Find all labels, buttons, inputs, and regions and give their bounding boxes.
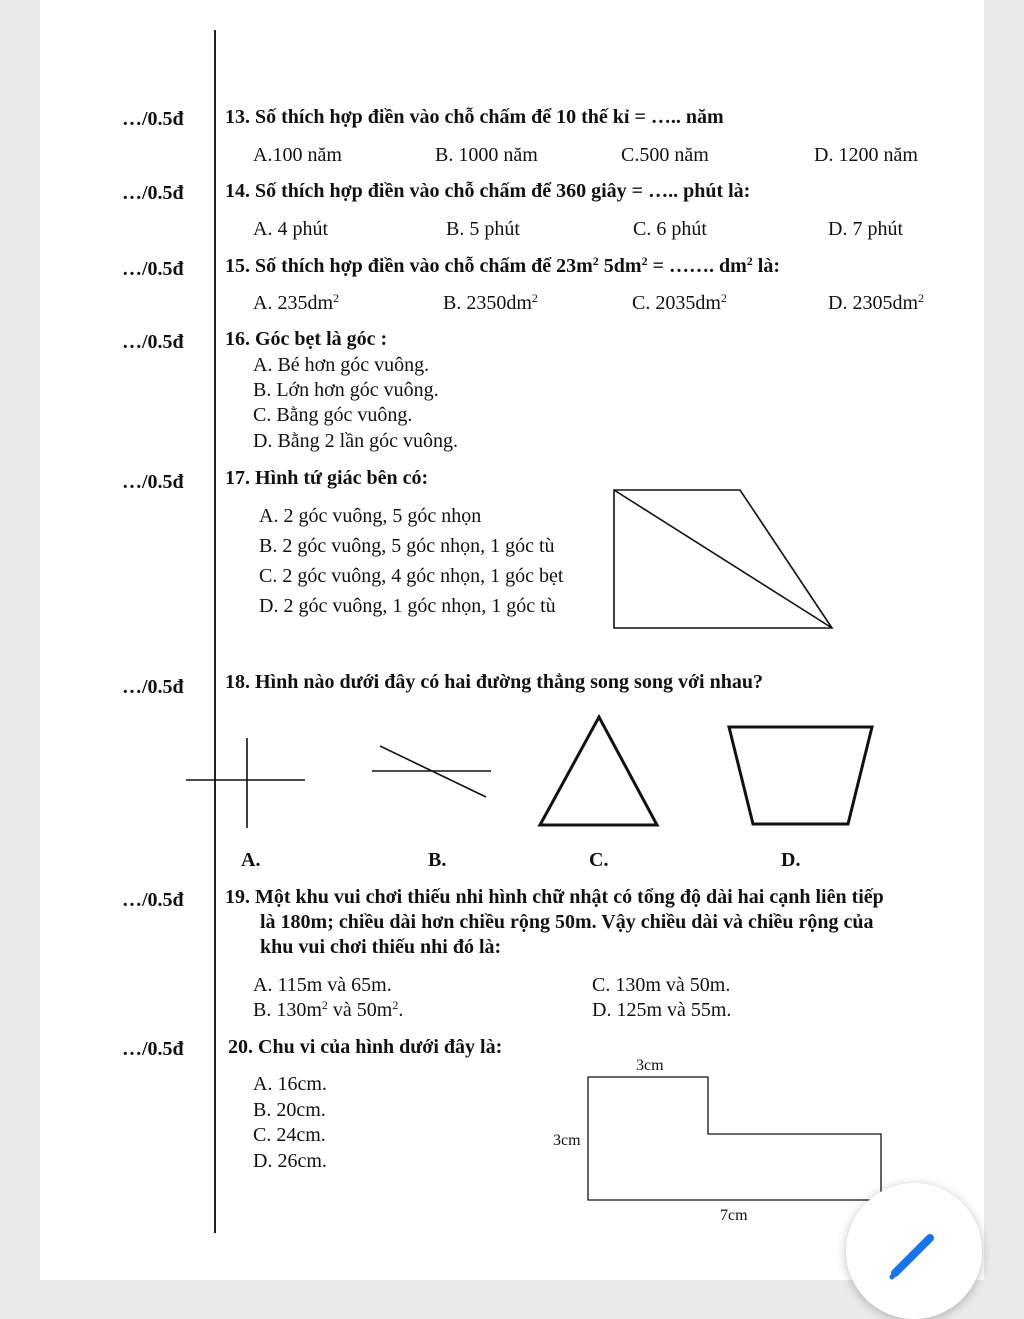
q15-option-b: B. $2350dm^2$ bbox=[443, 291, 538, 314]
pencil-icon bbox=[886, 1227, 942, 1283]
q14-option-b: B. 5 phút bbox=[446, 218, 520, 240]
q17-title: 17. Hình tứ giác bên có: bbox=[225, 467, 429, 489]
q16-option-b: B. Lớn hơn góc vuông. bbox=[253, 379, 439, 401]
q14-text: 14. Số thích hợp điền vào chỗ chấm để 360 giây = ….. phút là: bbox=[225, 180, 751, 202]
q13-option-d: D. 1200 năm bbox=[814, 144, 918, 166]
score-label: …/0.5đ bbox=[122, 889, 184, 911]
q17-option-c: C. 2 góc vuông, 4 góc nhọn, 1 góc bẹt bbox=[259, 565, 564, 587]
q17-option-d: D. 2 góc vuông, 1 góc nhọn, 1 góc tù bbox=[259, 595, 556, 617]
q18-label-b: B. bbox=[428, 849, 447, 871]
q20-l-shape-figure bbox=[40, 0, 984, 1280]
q20-title: 20. Chu vi của hình dưới đây là: bbox=[228, 1036, 503, 1058]
q14-option-d: D. 7 phút bbox=[828, 218, 903, 240]
q20-option-c: C. 24cm. bbox=[253, 1124, 326, 1146]
q19-text-line2: là 180m; chiều dài hơn chiều rộng 50m. Vậy chiều dài và chiều rộng của bbox=[260, 911, 874, 933]
q19-option-b: B. $130m^2$ và $50m^2$. bbox=[253, 998, 404, 1021]
q19-text-line1: 19. Một khu vui chơi thiếu nhi hình chữ nhật có tổng độ dài hai cạnh liên tiếp bbox=[225, 886, 884, 908]
q19-option-c: C. 130m và 50m. bbox=[592, 974, 731, 996]
q14-option-a: A. 4 phút bbox=[253, 218, 328, 240]
score-label: …/0.5đ bbox=[122, 1038, 184, 1060]
score-label: …/0.5đ bbox=[122, 182, 184, 204]
q16-option-a: A. Bé hơn góc vuông. bbox=[253, 354, 430, 376]
q18-label-a: A. bbox=[241, 849, 261, 871]
q13-option-c: C.500 năm bbox=[621, 144, 709, 166]
q17-option-a: A. 2 góc vuông, 5 góc nhọn bbox=[259, 505, 482, 527]
q20-dim-top: 3cm bbox=[636, 1057, 664, 1074]
q16-option-c: C. Bằng góc vuông. bbox=[253, 404, 413, 426]
q15-option-a: A. $235dm^2$ bbox=[253, 291, 339, 314]
q16-option-d: D. Bằng 2 lần góc vuông. bbox=[253, 430, 458, 452]
q15-option-d: D. $2305dm^2$ bbox=[828, 291, 924, 314]
q13-option-a: A.100 năm bbox=[253, 144, 342, 166]
q20-option-b: B. 20cm. bbox=[253, 1099, 326, 1121]
q18-label-d: D. bbox=[781, 849, 801, 871]
q18-label-c: C. bbox=[589, 849, 609, 871]
q14-option-c: C. 6 phút bbox=[633, 218, 707, 240]
edit-fab-button[interactable] bbox=[846, 1183, 982, 1319]
score-label: …/0.5đ bbox=[122, 471, 184, 493]
score-label: …/0.5đ bbox=[122, 676, 184, 698]
q20-option-a: A. 16cm. bbox=[253, 1073, 327, 1095]
q20-option-d: D. 26cm. bbox=[253, 1150, 327, 1172]
score-label: …/0.5đ bbox=[122, 331, 184, 353]
document-page bbox=[40, 0, 984, 1280]
q17-option-b: B. 2 góc vuông, 5 góc nhọn, 1 góc tù bbox=[259, 535, 555, 557]
score-label: …/0.5đ bbox=[122, 108, 184, 130]
q15-option-c: C. $2035dm^2$ bbox=[632, 291, 727, 314]
q13-text: 13. Số thích hợp điền vào chỗ chấm để 10 thế kỉ = ….. năm bbox=[225, 106, 724, 128]
q19-text-line3: khu vui chơi thiếu nhi đó là: bbox=[260, 936, 502, 958]
q15-text: 15. Số thích hợp điền vào chỗ chấm để $23m^2$ $5dm^2$ = ……. $dm^2$ là: bbox=[225, 254, 780, 277]
score-label: …/0.5đ bbox=[122, 258, 184, 280]
q16-title: 16. Góc bẹt là góc : bbox=[225, 328, 388, 350]
q20-dim-bottom: 7cm bbox=[720, 1207, 748, 1224]
q18-title: 18. Hình nào dưới đây có hai đường thẳng song song với nhau? bbox=[225, 671, 763, 693]
q13-option-b: B. 1000 năm bbox=[435, 144, 538, 166]
q19-option-a: A. 115m và 65m. bbox=[253, 974, 392, 996]
q19-option-d: D. 125m và 55m. bbox=[592, 999, 732, 1021]
q20-dim-left: 3cm bbox=[553, 1132, 581, 1149]
